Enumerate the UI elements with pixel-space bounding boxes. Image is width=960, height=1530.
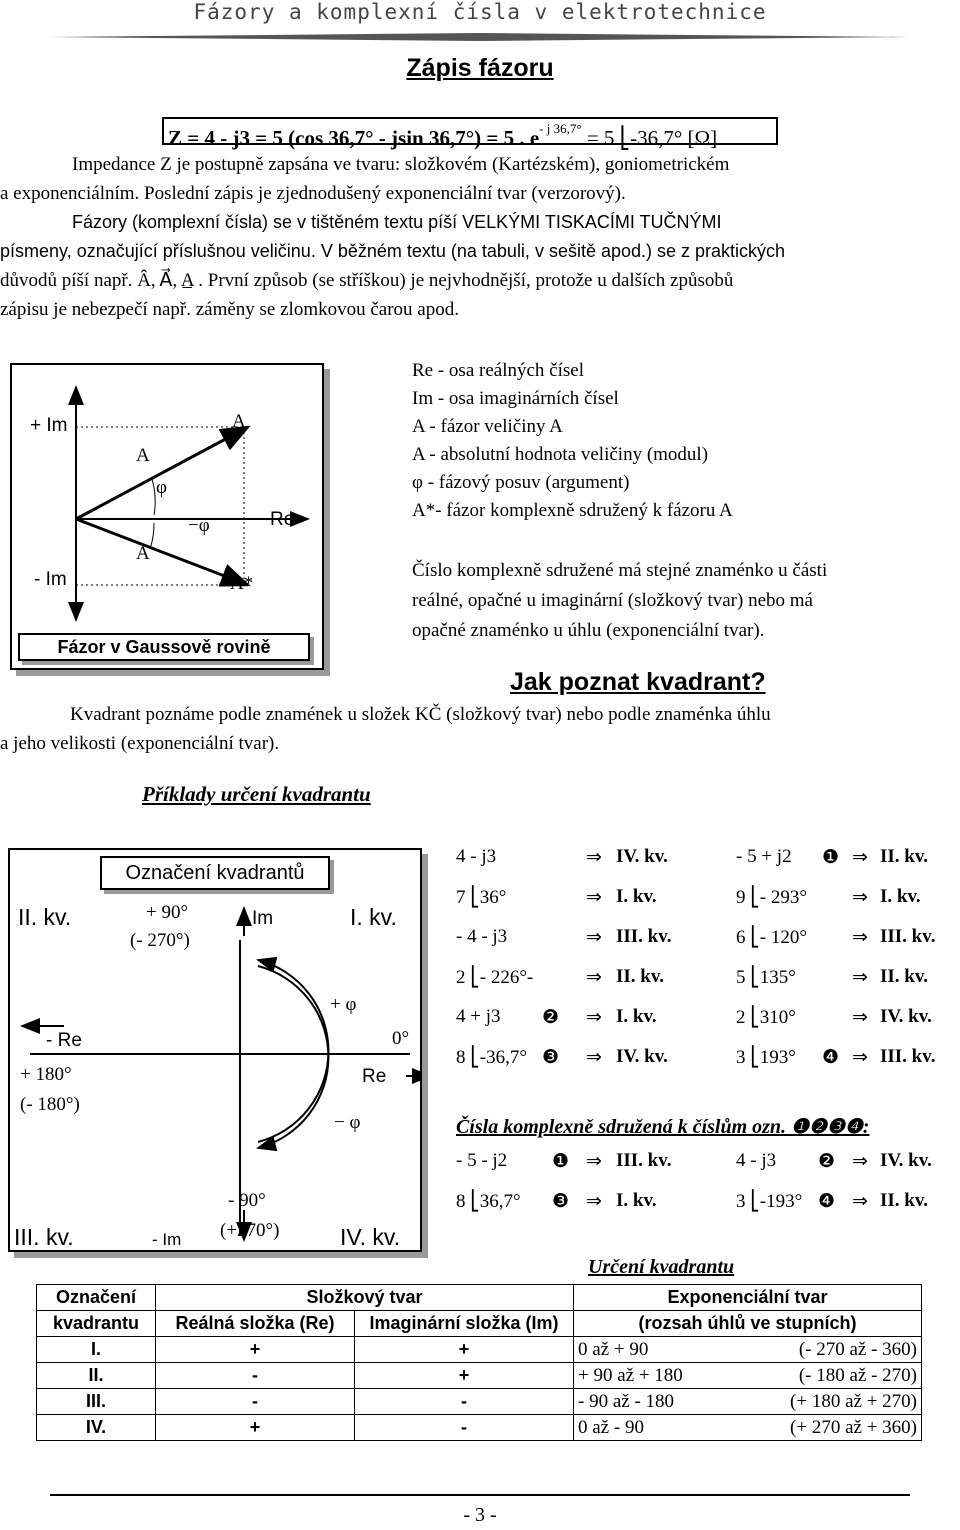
symbol-legend: [412, 357, 960, 525]
intro-paragraph: [0, 150, 960, 324]
minus-im-label: - Im: [34, 569, 67, 590]
th-slozkovy: Složkový tvar: [156, 1285, 574, 1311]
plus-phi-label: + φ: [330, 994, 357, 1015]
quadrant-table: [36, 1284, 922, 1441]
legend-conj: A*- fázor komplexně sdružený k fázoru A: [412, 500, 733, 521]
quadrant-box: [8, 848, 422, 1252]
quadrant-title: Označení kvadrantů: [100, 856, 330, 890]
minus180-label: (- 180°): [20, 1094, 80, 1115]
legend-phasor: A - fázor veličiny A: [412, 416, 563, 437]
phasor-a-conj-label: A*: [230, 573, 254, 594]
intro-line-3: Fázory (komplexní čísla) se v tištěném textu píší VELKÝMI TISKACÍMI TUČNÝMI: [72, 212, 722, 232]
minus-im-label-quad: - Im: [152, 1230, 182, 1249]
table-row: I. + + 0 až + 90 (- 270 až - 360): [37, 1337, 922, 1363]
th-real: Reálná složka (Re): [156, 1311, 355, 1337]
modulus-a-conj-label: A: [136, 543, 150, 564]
table-row: IV. + - 0 až - 90 (+ 270 až + 360): [37, 1415, 922, 1441]
re-axis-label-quad: Re: [362, 1066, 387, 1087]
minus-re-label: - Re: [46, 1030, 82, 1051]
intro-line-4: písmeny, označující příslušnou veličinu. V běžném textu (na tabuli, v sešitě apod.) se z praktických: [0, 241, 786, 261]
minus-phi-label: −φ: [188, 515, 210, 536]
kvadrant-heading: Jak poznat kvadrant?: [510, 668, 766, 696]
intro-line-6: zápisu je nebezpečí např. záměny se zlomkovou čarou apod.: [0, 299, 459, 320]
kvadrant-line-2: a jeho velikosti (exponenciální tvar).: [0, 733, 280, 754]
th-exp: Exponenciální tvar: [574, 1285, 922, 1311]
conj-note-1: Číslo komplexně sdružené má stejné znaménko u části: [412, 560, 828, 581]
gauss-plane-box: [10, 363, 324, 670]
page-number: - 3 -: [463, 1504, 497, 1526]
legend-im: Im - osa imaginárních čísel: [412, 388, 619, 409]
conjugate-note: [412, 556, 960, 646]
formula-tail: = 5 ⎣-36,7° [Ω]: [586, 126, 718, 150]
minus90-label: - 90°: [228, 1190, 266, 1211]
conjugate-heading: Čísla komplexně sdružená k číslům ozn. ❶❷❸❹:: [456, 1116, 870, 1138]
q1-label: I. kv.: [350, 904, 397, 930]
th-kvadrantu: kvadrantu: [37, 1311, 156, 1337]
q3-label: III. kv.: [14, 1224, 74, 1250]
gauss-caption: Fázor v Gaussově rovině: [18, 633, 310, 661]
table-heading: Určení kvadrantu: [588, 1256, 735, 1278]
th-imag: Imaginární složka (Im): [355, 1311, 574, 1337]
intro-line-5: důvodů píší např. Â, A⃗, A̲ . První způsob (se stříškou) je nejvhodnější, protože u dalších způsobů: [0, 270, 734, 291]
conj-note-2: reálné, opačné u imaginární (složkový tvar) nebo má: [412, 590, 813, 611]
minus270-label: (- 270°): [130, 930, 190, 951]
legend-modulus: A - absolutní hodnota veličiny (modul): [412, 444, 709, 465]
formula-exponent: - j 36,7°: [539, 121, 582, 136]
running-header: Fázory a komplexní čísla v elektrotechnice: [193, 0, 767, 24]
kvadrant-line-1: Kvadrant poznáme podle znamének u složek KČ (složkový tvar) nebo podle znaménka úhlu: [70, 704, 771, 725]
plus90-label: + 90°: [146, 902, 189, 923]
phi-label: φ: [156, 477, 167, 498]
modulus-a-label: A: [136, 445, 150, 466]
table-row: III. - - - 90 až - 180 (+ 180 až + 270): [37, 1389, 922, 1415]
plus-im-label: + Im: [30, 415, 68, 436]
re-axis-label: Re: [270, 509, 295, 530]
intro-line-1: Impedance Z je postupně zapsána ve tvaru: složkovém (Kartézském), goniometrickém: [72, 154, 730, 175]
phasor-a-label: A: [232, 411, 246, 432]
th-exp2: (rozsah úhlů ve stupních): [574, 1311, 922, 1337]
th-oznaceni: Označení: [37, 1285, 156, 1311]
footer-rule: [50, 1490, 910, 1500]
impedance-formula: [162, 117, 778, 150]
section-title: Zápis fázoru: [406, 54, 554, 82]
plus270-label: (+270°): [220, 1220, 280, 1241]
kvadrant-paragraph: [0, 700, 960, 758]
intro-line-2: a exponenciálním. Poslední zápis je zjednodušený exponenciální tvar (verzorový).: [0, 183, 626, 204]
legend-re: Re - osa reálných čísel: [412, 360, 584, 381]
q2-label: II. kv.: [18, 904, 72, 930]
table-row: II. - + + 90 až + 180 (- 180 až - 270): [37, 1363, 922, 1389]
plus180-label: + 180°: [20, 1064, 72, 1085]
minus-phi-label-quad: − φ: [334, 1112, 361, 1133]
formula-main: Z = 4 - j3 = 5 (cos 36,7° - jsin 36,7°) = 5 . e: [168, 126, 540, 150]
conj-note-3: opačné znaménko u úhlu (exponenciální tvar).: [412, 620, 765, 641]
examples-heading: Příklady určení kvadrantu: [142, 782, 371, 806]
legend-phi: φ - fázový posuv (argument): [412, 472, 630, 493]
zero-deg-label: 0°: [392, 1028, 410, 1049]
q4-label: IV. kv.: [340, 1224, 401, 1250]
im-axis-label: Im: [252, 908, 274, 929]
header-rule: [50, 30, 910, 44]
